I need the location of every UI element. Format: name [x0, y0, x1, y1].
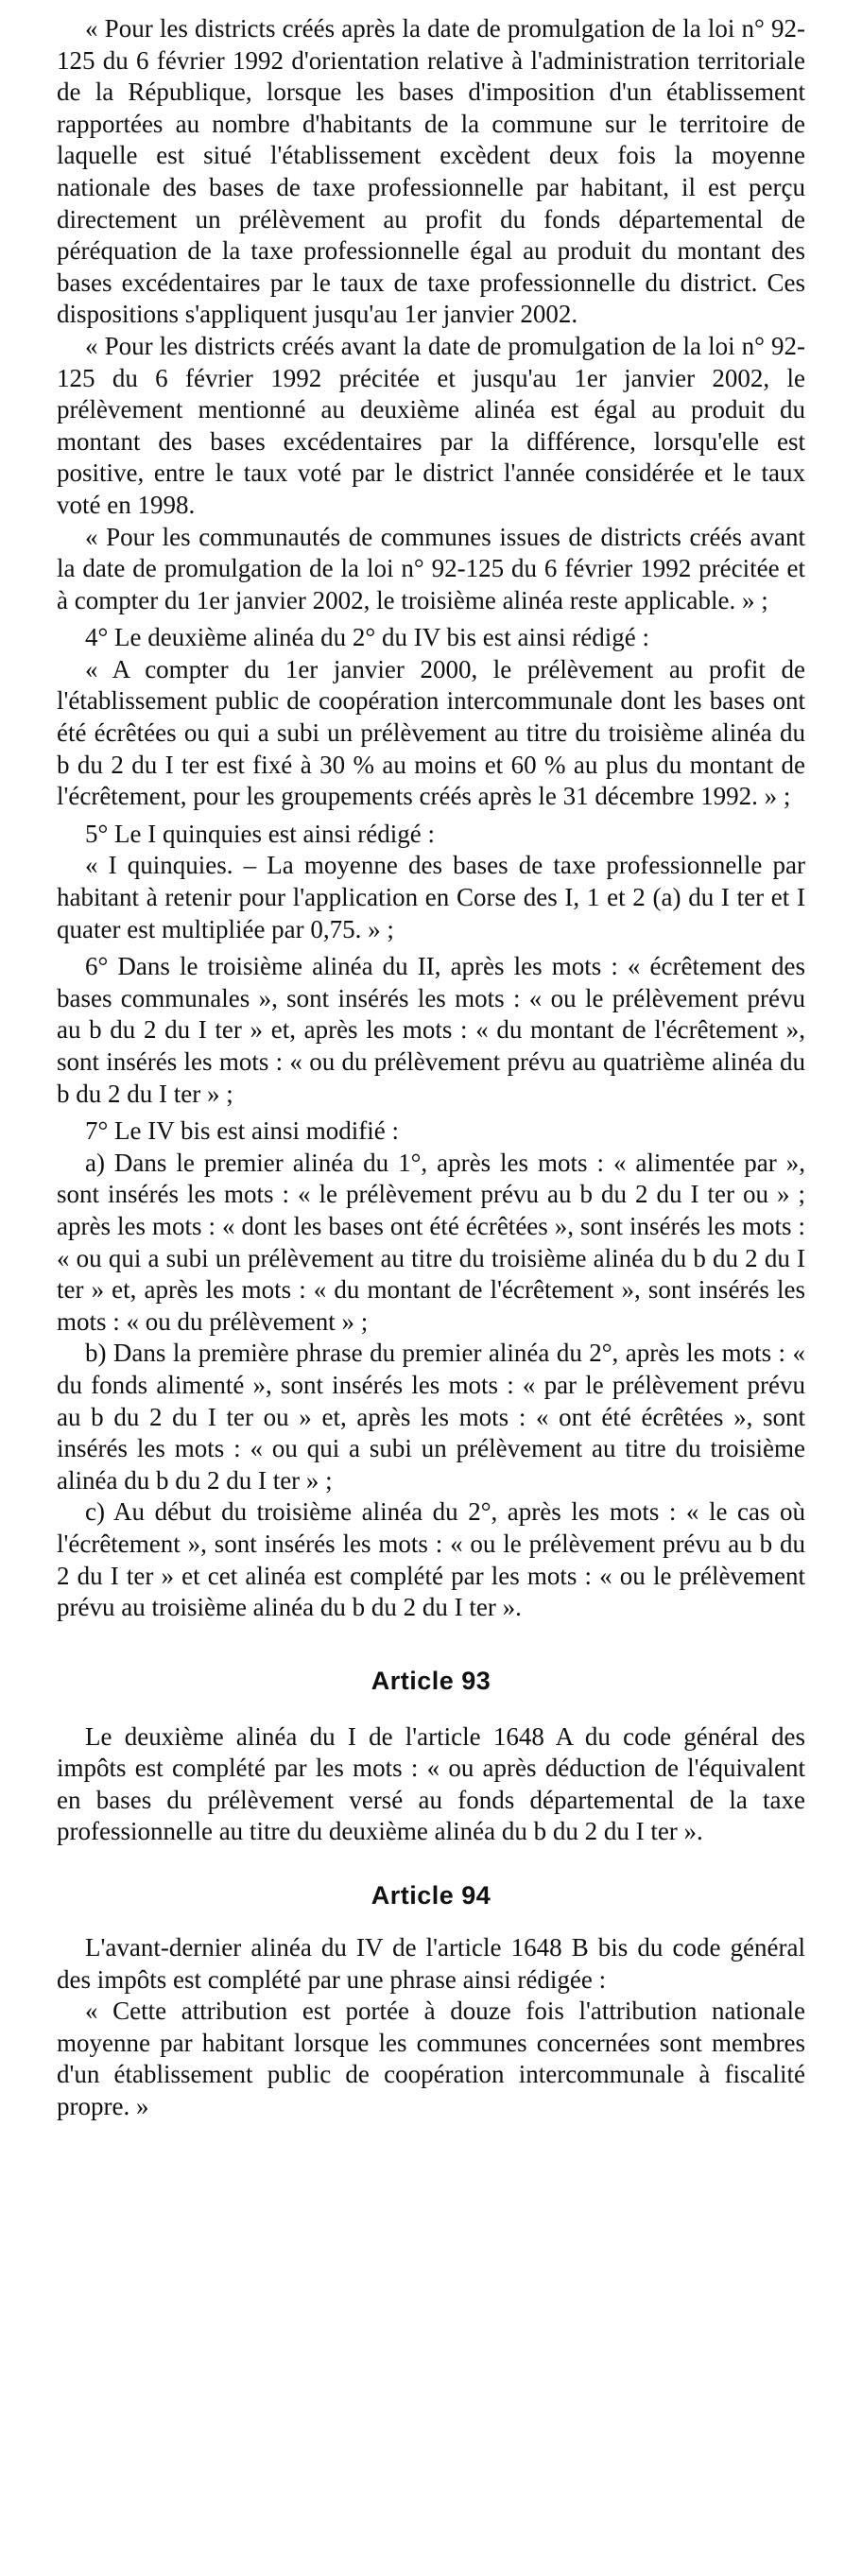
article-94-intro: L'avant-dernier alinéa du IV de l'article 1648 B bis du code général des impôts est complété par une phrase ainsi rédigée : — [57, 1933, 805, 1994]
paragraph-point-7-a: a) Dans le premier alinéa du 1°, après les mots : « alimentée par », sont insérés les mots : « le prélèvement prévu au b du 2 du I ter ou » ; après les mots : « dont les bases ont été écrêtées », sont insérés les mots : « ou qui a subi un prélèvement au titre du troisième alinéa du b du 2 du I ter » et, après les mots : « du montant de l'écrêtement », sont insérés les mots : « ou du prélèvement » ; — [57, 1148, 805, 1336]
paragraph-districts-before-1992: « Pour les districts créés avant la date de promulgation de la loi n° 92-125 du 6 février 1992 précitée et jusqu'au 1er janvier 2002, le prélèvement mentionné au deuxième alinéa est égal au produit du montant des bases excédentaires par la différence, lorsqu'elle est positive, entre le taux voté par le district l'année considérée et le taux voté en 1998. — [57, 331, 805, 519]
paragraph-point-5-text: « I quinquies. – La moyenne des bases de taxe professionnelle par habitant à retenir pour l'application en Corse des I, 1 et 2 (a) du I ter et I quater est multipliée par 0,75. » ; — [57, 851, 805, 943]
paragraph-point-5: 5° Le I quinquies est ainsi rédigé : — [85, 819, 435, 848]
paragraph-point-4-text: « A compter du 1er janvier 2000, le prélèvement au profit de l'établissement public de coopération intercommunale dont les bases ont été écrêtées ou qui a subi un prélèvement au titre du troisième alinéa du b du 2 du I ter est fixé à 30 % au moins et 60 % au plus du montant de l'écrêtement, pour les groupements créés après le 31 décembre 1992. » ; — [57, 654, 805, 811]
paragraph-communautes-de-communes: « Pour les communautés de communes issues de districts créés avant la date de promulgation de la loi n° 92-125 du 6 février 1992 précitée et à compter du 1er janvier 2002, le troisième alinéa reste applicable. » ; — [57, 522, 805, 614]
article-93-text: Le deuxième alinéa du I de l'article 1648 A du code général des impôts est complété par les mots : « ou après déduction de l'équivalent en bases du prélèvement versé au fonds départemental de la taxe professionnelle au titre du deuxième alinéa du b du 2 du I ter ». — [57, 1721, 805, 1846]
article-94-quote: « Cette attribution est portée à douze fois l'attribution nationale moyenne par habitant lorsque les communes concernées sont membres d'un établissement public de coopération intercommunale à fiscalité propre. » — [57, 1997, 805, 2121]
paragraph-districts-after-1992: « Pour les districts créés après la date de promulgation de la loi n° 92-125 du 6 février 1992 d'orientation relative à l'administration territoriale de la République, lorsque les bases d'imposition d'un établissement rapportées au nombre d'habitants de la commune sur le territoire de laquelle est situé l'établissement excèdent deux fois la moyenne nationale des bases de taxe professionnelle par habitant, il est perçu directement un prélèvement au profit du fonds départemental de péréquation de la taxe professionnelle égal au produit du montant des bases excédentaires par le taux de taxe professionnelle du district. Ces dispositions s'appliquent jusqu'au 1er janvier 2002. — [57, 14, 805, 329]
paragraph-point-4: 4° Le deuxième alinéa du 2° du IV bis est ainsi rédigé : — [85, 623, 649, 652]
paragraph-point-7-c: c) Au début du troisième alinéa du 2°, après les mots : « le cas où l'écrêtement », sont insérés les mots : « ou le prélèvement prévu au b du 2 du I ter » et cet alinéa est complété par les mots : « ou le prélèvement prévu au troisième alinéa du b du 2 du I ter ». — [57, 1497, 805, 1622]
paragraph-point-7: 7° Le IV bis est ainsi modifié : — [85, 1116, 400, 1146]
article-93-heading: Article 93 — [371, 1666, 491, 1695]
paragraph-point-6: 6° Dans le troisième alinéa du II, après les mots : « écrêtement des bases communales », sont insérés les mots : « ou le prélèvement prévu au b du 2 du I ter » et, après les mots : « du montant de l'écrêtement », sont insérés les mots : « ou du prélèvement prévu au quatrième alinéa du b du 2 du I ter » ; — [57, 952, 805, 1108]
paragraph-point-7-b: b) Dans la première phrase du premier alinéa du 2°, après les mots : « du fonds alimenté », sont insérés les mots : « par le prélèvement prévu au b du 2 du I ter ou » et, après les mots : « ont été écrêtées », sont insérés les mots : « ou qui a subi un prélèvement au titre du troisième alinéa du b du 2 du I ter » ; — [57, 1339, 805, 1495]
article-94-heading: Article 94 — [371, 1881, 491, 1910]
